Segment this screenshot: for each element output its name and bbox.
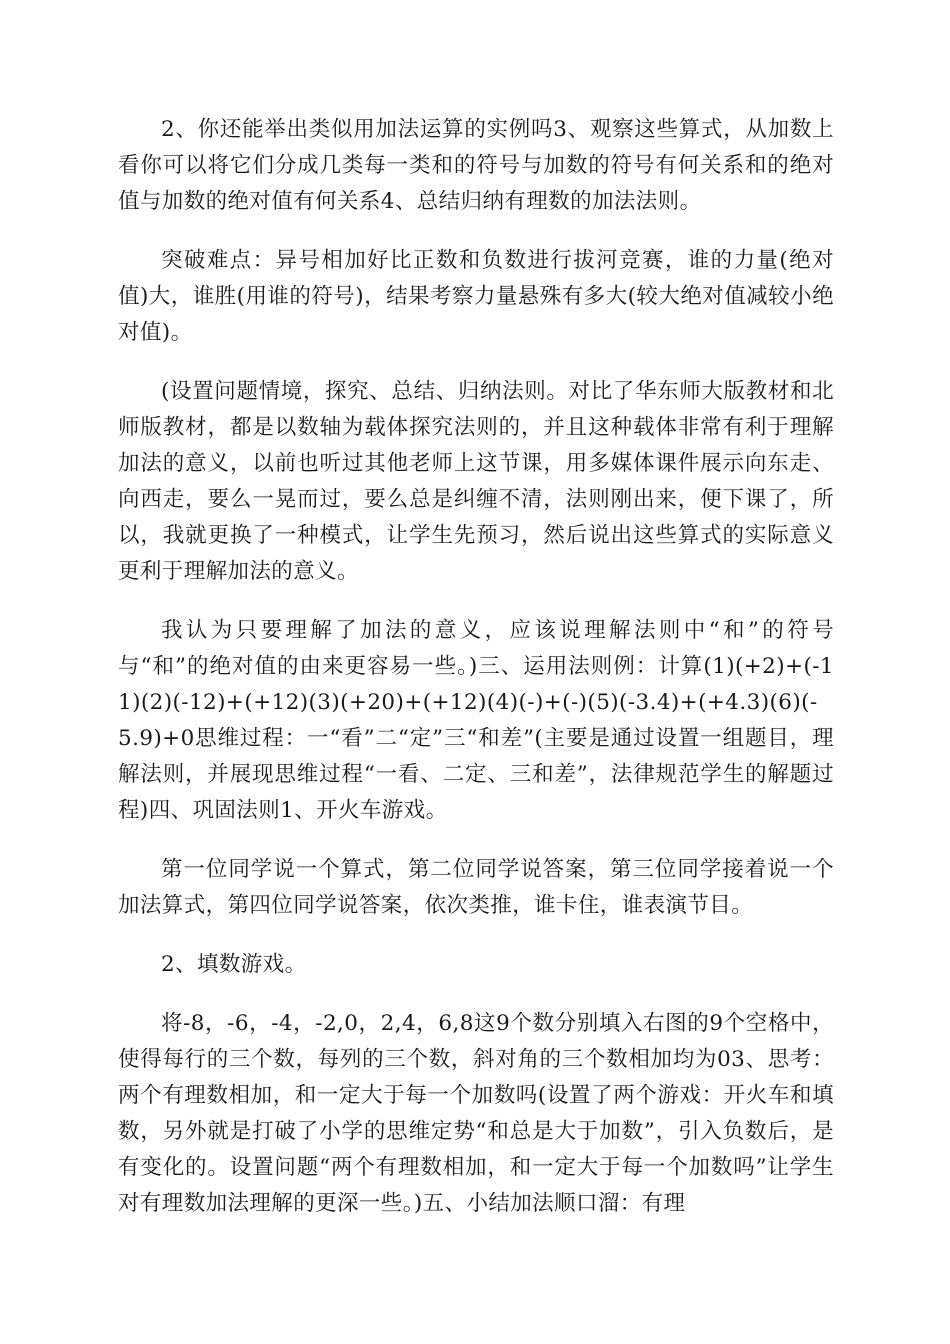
paragraph-breakthrough-difficulty: 突破难点：异号相加好比正数和负数进行拔河竞赛，谁的力量(绝对值)大，谁胜(用谁的符号)，结果考察力量悬殊有多大(较大绝对值减较小绝对值)。	[118, 248, 834, 345]
paragraph-design-notes: (设置问题情境，探究、总结、归纳法则。对比了华东师大版教材和北师版教材，都是以数轴为载体探究法则的，并且这种载体非常有利于理解加法的意义，以前也听过其他老师上这节课，用多媒体课件展示向东走、向西走，要么一晃而过，要么总是纠缠不清，法则刚出来，便下课了，所以，我就更换了一种模式，让学生先预习，然后说出这些算式的实际意义更利于理解加法的意义。	[118, 379, 834, 584]
paragraph-train-game: 第一位同学说一个算式，第二位同学说答案，第三位同学接着说一个加法算式，第四位同学说答案，依次类推，谁卡住，谁表演节目。	[118, 857, 834, 918]
paragraph-observe-formulas: 2、你还能举出类似用加法运算的实例吗3、观察这些算式，从加数上看你可以将它们分成几类每一类和的符号与加数的符号有何关系和的绝对值与加数的绝对值有何关系4、总结归纳有理数的加法法则。	[118, 117, 834, 214]
paragraph-fill-number-game-title: 2、填数游戏。	[161, 952, 307, 977]
paragraph-fill-number-game: 将-8，-6，-4，-2,0，2,4，6,8这9个数分别填入右图的9个空格中，使得每行的三个数，每列的三个数，斜对角的三个数相加均为03、思考：两个有理数相加，和一定大于每一个加数吗(设置了两个游戏：开火车和填数，另外就是打破了小学的思维定势“和总是大于加数”，引入负数后，是有变化的。设置问题“两个有理数相加，和一定大于每一个加数吗”让学生对有理数加法理解的更深一些。)五、小结加法顺口溜：有理	[118, 1011, 834, 1216]
paragraph-apply-rules: 我认为只要理解了加法的意义，应该说理解法则中“和”的符号与“和”的绝对值的由来更容易一些。)三、运用法则例：计算(1)(+2)+(-11)(2)(-12)+(+12)(3)(+20)+(+12)(4)(-)+(-)(5)(-3.4)+(+4.3)(6)(-5.9)+0思维过程：一“看”二“定”三“和差”(主要是通过设置一组题目，理解法则，并展现思维过程“一看、二定、三和差”，法律规范学生的解题过程)四、巩固法则1、开火车游戏。	[118, 618, 834, 823]
document-body	[118, 112, 834, 1245]
